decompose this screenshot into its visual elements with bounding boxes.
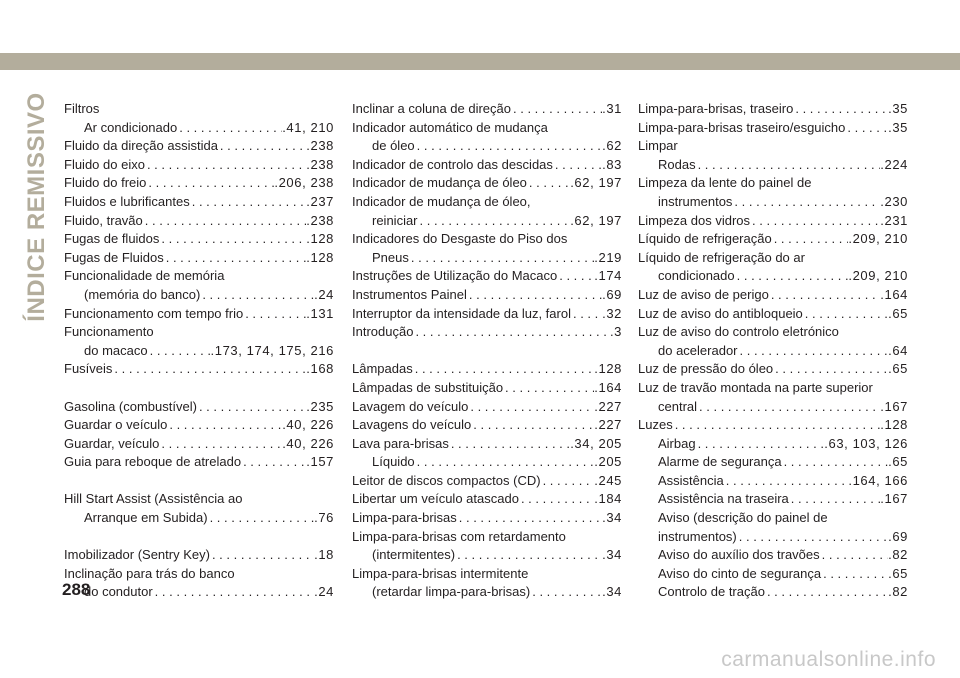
entry-spacer bbox=[352, 342, 622, 361]
entry-page-ref[interactable]: .230 bbox=[880, 193, 908, 209]
dot-leader bbox=[541, 472, 595, 491]
index-entry bbox=[352, 100, 622, 119]
dot-leader bbox=[735, 267, 849, 286]
index-entry bbox=[64, 100, 334, 119]
entry-term: Aviso (descrição do painel de bbox=[658, 510, 828, 526]
index-entry bbox=[352, 156, 622, 175]
entry-term: reiniciar bbox=[372, 212, 418, 228]
dot-leader bbox=[167, 416, 282, 435]
entry-page-ref[interactable]: .224 bbox=[880, 156, 908, 172]
entry-page-ref[interactable]: .63, 103, 126 bbox=[824, 435, 908, 451]
dot-leader bbox=[697, 398, 880, 417]
entry-term: Fluido do freio bbox=[64, 175, 147, 191]
index-entry bbox=[638, 360, 908, 379]
entry-page-ref[interactable]: .168 bbox=[306, 361, 334, 377]
entry-term: Fluido, travão bbox=[64, 212, 143, 228]
index-entry bbox=[64, 416, 334, 435]
entry-page-ref[interactable]: .34 bbox=[602, 584, 622, 600]
dot-leader bbox=[673, 416, 881, 435]
index-entry bbox=[64, 435, 334, 454]
entry-term: Limpeza dos vidros bbox=[638, 212, 750, 228]
entry-page-ref[interactable]: .164 bbox=[594, 379, 622, 395]
entry-page-ref[interactable]: .231 bbox=[880, 212, 908, 228]
entry-page-ref[interactable]: .62, 197 bbox=[570, 212, 622, 228]
dot-leader bbox=[218, 137, 306, 156]
dot-leader bbox=[449, 435, 570, 454]
entry-term: Luz de aviso de perigo bbox=[638, 286, 769, 302]
entry-term: Indicador de mudança de óleo, bbox=[352, 193, 531, 209]
entry-spacer bbox=[64, 528, 334, 547]
entry-term: Indicador automático de mudança bbox=[352, 119, 548, 135]
dot-leader bbox=[190, 193, 307, 212]
index-entry bbox=[64, 305, 334, 324]
entry-term: Interruptor da intensidade da luz, farol bbox=[352, 305, 571, 321]
entry-page-ref[interactable]: .164 bbox=[880, 286, 908, 302]
section-tab bbox=[23, 92, 50, 322]
entry-term: central bbox=[658, 398, 698, 414]
entry-page-ref[interactable]: .237 bbox=[306, 193, 334, 209]
entry-page-ref[interactable]: .131 bbox=[306, 305, 334, 321]
index-entry bbox=[64, 583, 334, 602]
entry-term: Limpar bbox=[638, 138, 678, 154]
index-entry bbox=[638, 174, 908, 193]
entry-page-ref[interactable]: .238 bbox=[306, 156, 334, 172]
index-entry bbox=[64, 119, 334, 138]
index-entry bbox=[638, 565, 908, 584]
entry-page-ref[interactable]: .62 bbox=[602, 138, 622, 154]
entry-term: Líquido de refrigeração bbox=[638, 231, 772, 247]
entry-term: Alarme de segurança bbox=[658, 454, 782, 470]
index-entry bbox=[638, 509, 908, 528]
dot-leader bbox=[773, 360, 888, 379]
entry-page-ref[interactable]: .69 bbox=[888, 528, 908, 544]
entry-term: Líquido bbox=[372, 454, 415, 470]
entry-page-ref[interactable]: .227 bbox=[594, 417, 622, 433]
dot-leader bbox=[208, 509, 315, 528]
index-entry bbox=[352, 286, 622, 305]
entry-page-ref[interactable]: .24 bbox=[314, 286, 334, 302]
dot-leader bbox=[467, 286, 602, 305]
entry-term: Leitor de discos compactos (CD) bbox=[352, 472, 541, 488]
entry-term: Luzes bbox=[638, 417, 673, 433]
entry-page-ref[interactable]: .173, 174, 175, 216 bbox=[210, 342, 334, 358]
index-entry bbox=[64, 193, 334, 212]
entry-term: Aviso do cinto de segurança bbox=[658, 565, 822, 581]
page-number: 288 bbox=[62, 580, 91, 599]
dot-leader bbox=[159, 435, 282, 454]
index-entry bbox=[352, 174, 622, 193]
entry-term: Limpa-para-brisas, traseiro bbox=[638, 101, 794, 116]
entry-spacer bbox=[64, 472, 334, 491]
index-entry bbox=[352, 379, 622, 398]
entry-term: Arranque em Subida) bbox=[84, 510, 208, 526]
entry-term: Gasolina (combustível) bbox=[64, 398, 197, 414]
entry-page-ref[interactable]: .235 bbox=[306, 398, 334, 414]
entry-term: Limpeza da lente do painel de bbox=[638, 175, 812, 191]
entry-term: do condutor bbox=[84, 584, 153, 600]
entry-term: Libertar um veículo atascado bbox=[352, 491, 519, 507]
entry-term: Indicador de mudança de óleo bbox=[352, 175, 527, 191]
entry-page-ref[interactable]: .82 bbox=[888, 547, 908, 563]
entry-term: Lâmpadas de substituição bbox=[352, 379, 504, 395]
index-entry bbox=[352, 490, 622, 509]
dot-leader bbox=[241, 453, 306, 472]
entry-page-ref[interactable]: .65 bbox=[888, 454, 908, 470]
entry-term: Luz de aviso do controlo eletrónico bbox=[638, 324, 839, 340]
entry-page-ref[interactable]: .209, 210 bbox=[848, 231, 908, 247]
dot-leader bbox=[164, 249, 307, 268]
index-entry bbox=[352, 528, 622, 547]
entry-term: do macaco bbox=[84, 342, 148, 358]
entry-term: Limpa-para-brisas intermitente bbox=[352, 565, 529, 581]
dot-leader bbox=[820, 546, 888, 565]
entry-page-ref[interactable]: .83 bbox=[602, 156, 622, 172]
index-entry bbox=[64, 156, 334, 175]
index-entry bbox=[64, 137, 334, 156]
entry-page-ref[interactable]: .64 bbox=[888, 342, 908, 358]
dot-leader bbox=[243, 305, 306, 324]
entry-page-ref[interactable]: .34, 205 bbox=[570, 435, 622, 451]
index-entry bbox=[352, 193, 622, 212]
dot-leader bbox=[789, 490, 881, 509]
entry-term: de óleo bbox=[372, 138, 415, 154]
entry-page-ref[interactable]: .34 bbox=[602, 547, 622, 563]
entry-page-ref[interactable]: .32 bbox=[602, 305, 622, 321]
index-entry bbox=[638, 212, 908, 231]
entry-term: (retardar limpa-para-brisas) bbox=[372, 584, 531, 600]
dot-leader bbox=[145, 156, 306, 175]
dot-leader bbox=[197, 398, 306, 417]
index-entry bbox=[64, 323, 334, 342]
dot-leader bbox=[772, 230, 849, 249]
entry-term: Luz de travão montada na parte superior bbox=[638, 379, 873, 395]
index-entry bbox=[638, 137, 908, 156]
dot-leader bbox=[146, 174, 274, 193]
entry-term: do acelerador bbox=[658, 342, 738, 358]
dot-leader bbox=[782, 453, 889, 472]
dot-leader bbox=[503, 379, 594, 398]
index-entry bbox=[352, 546, 622, 565]
dot-leader bbox=[511, 100, 602, 119]
entry-term: Lavagens do veículo bbox=[352, 417, 472, 433]
index-column-1 bbox=[64, 100, 334, 602]
index-entry bbox=[64, 174, 334, 193]
index-entry bbox=[638, 583, 908, 602]
entry-page-ref[interactable]: .62, 197 bbox=[570, 175, 622, 191]
index-entry bbox=[638, 230, 908, 249]
dot-leader bbox=[519, 490, 594, 509]
entry-page-ref[interactable]: .24 bbox=[314, 584, 334, 600]
index-entry bbox=[64, 230, 334, 249]
index-entry bbox=[352, 398, 622, 417]
index-entry bbox=[64, 249, 334, 268]
entry-page-ref[interactable]: .65 bbox=[888, 305, 908, 321]
entry-term: Airbag bbox=[658, 435, 696, 451]
entry-term: condicionado bbox=[658, 268, 735, 284]
entry-term: instrumentos bbox=[658, 193, 733, 209]
index-entry bbox=[638, 267, 908, 286]
dot-leader bbox=[527, 174, 570, 193]
entry-term: instrumentos) bbox=[658, 528, 737, 544]
entry-term: Rodas bbox=[658, 156, 696, 172]
index-entry bbox=[638, 305, 908, 324]
entry-page-ref[interactable]: .82 bbox=[888, 584, 908, 600]
entry-spacer bbox=[64, 379, 334, 398]
entry-term: Assistência na traseira bbox=[658, 491, 789, 507]
index-entry bbox=[352, 472, 622, 491]
entry-term: Fusíveis bbox=[64, 361, 113, 377]
index-entry bbox=[638, 156, 908, 175]
index-entry bbox=[352, 323, 622, 342]
dot-leader bbox=[177, 119, 282, 138]
entry-page-ref[interactable]: .206, 238 bbox=[274, 175, 334, 191]
entry-page-ref[interactable]: .167 bbox=[880, 398, 908, 414]
entry-term: Indicador de controlo das descidas bbox=[352, 156, 553, 172]
entry-term: Luz de pressão do óleo bbox=[638, 361, 774, 377]
entry-term: Pneus bbox=[372, 249, 409, 265]
entry-term: Guardar, veículo bbox=[64, 435, 160, 451]
dot-leader bbox=[737, 528, 888, 547]
index-entry bbox=[638, 100, 908, 119]
entry-page-ref[interactable]: .184 bbox=[594, 491, 622, 507]
dot-leader bbox=[732, 193, 880, 212]
entry-term: Instruções de Utilização do Macaco bbox=[352, 268, 558, 284]
dot-leader bbox=[765, 583, 888, 602]
dot-leader bbox=[769, 286, 880, 305]
dot-leader bbox=[409, 249, 594, 268]
entry-page-ref[interactable]: .69 bbox=[602, 286, 622, 302]
entry-page-ref[interactable]: .40, 226 bbox=[282, 417, 334, 433]
entry-term: Instrumentos Painel bbox=[352, 286, 467, 302]
index-entry bbox=[64, 565, 334, 584]
entry-term: Lava para-brisas bbox=[352, 435, 449, 451]
entry-term: Fugas de Fluidos bbox=[64, 249, 164, 265]
entry-term: Aviso do auxílio dos travões bbox=[658, 547, 820, 563]
index-entry bbox=[64, 360, 334, 379]
dot-leader bbox=[468, 398, 594, 417]
entry-term: Inclinação para trás do banco bbox=[64, 565, 235, 581]
entry-page-ref[interactable]: .227 bbox=[594, 398, 622, 414]
entry-term: Funcionamento com tempo frio bbox=[64, 305, 244, 321]
entry-page-ref[interactable]: .76 bbox=[314, 510, 334, 526]
dot-leader bbox=[415, 453, 595, 472]
entry-page-ref[interactable]: .40, 226 bbox=[282, 435, 334, 451]
entry-page-ref[interactable]: .164, 166 bbox=[848, 472, 908, 488]
index-entry bbox=[352, 305, 622, 324]
entry-page-ref[interactable]: .219 bbox=[594, 249, 622, 265]
index-entry bbox=[638, 490, 908, 509]
entry-page-ref[interactable]: .128 bbox=[306, 249, 334, 265]
dot-leader bbox=[845, 119, 888, 138]
entry-page-ref[interactable]: .209, 210 bbox=[848, 268, 908, 284]
index-entry bbox=[64, 453, 334, 472]
index-entry bbox=[638, 286, 908, 305]
index-entry bbox=[352, 435, 622, 454]
entry-term: Limpa-para-brisas traseiro/esguicho bbox=[638, 119, 846, 135]
entry-term: Imobilizador (Sentry Key) bbox=[64, 547, 210, 563]
entry-term: Fluidos e lubrificantes bbox=[64, 193, 190, 209]
index-entry bbox=[352, 137, 622, 156]
entry-term: Fluido do eixo bbox=[64, 156, 145, 172]
entry-page-ref[interactable]: .238 bbox=[306, 138, 334, 154]
entry-page-ref[interactable]: .3 bbox=[609, 324, 622, 340]
index-entry bbox=[638, 119, 908, 138]
entry-term: Assistência bbox=[658, 472, 724, 488]
entry-term: Guia para reboque de atrelado bbox=[64, 454, 242, 470]
dot-leader bbox=[143, 212, 307, 231]
index-entry bbox=[352, 212, 622, 231]
entry-page-ref[interactable]: .128 bbox=[594, 361, 622, 377]
dot-leader bbox=[455, 546, 602, 565]
entry-page-ref[interactable]: .41, 210 bbox=[282, 119, 334, 135]
entry-term: Indicadores do Desgaste do Piso dos bbox=[352, 231, 568, 247]
dot-leader bbox=[418, 212, 571, 231]
dot-leader bbox=[821, 565, 888, 584]
entry-term: Lavagem do veículo bbox=[352, 398, 469, 414]
index-entry bbox=[64, 398, 334, 417]
entry-page-ref[interactable]: .157 bbox=[306, 454, 334, 470]
index-entry bbox=[638, 379, 908, 398]
index-entry bbox=[352, 583, 622, 602]
entry-page-ref[interactable]: .167 bbox=[880, 491, 908, 507]
dot-leader bbox=[803, 305, 888, 324]
entry-term: Limpa-para-brisas com retardamento bbox=[352, 528, 566, 544]
index-entry bbox=[64, 509, 334, 528]
entry-term: Funcionalidade de memória bbox=[64, 268, 225, 284]
index-entry bbox=[638, 546, 908, 565]
index-entry bbox=[638, 453, 908, 472]
entry-page-ref[interactable]: .205 bbox=[594, 454, 622, 470]
entry-term: Lâmpadas bbox=[352, 361, 413, 377]
index-entry bbox=[638, 249, 908, 268]
index-entry bbox=[352, 119, 622, 138]
entry-term: Limpa-para-brisas bbox=[352, 510, 457, 526]
dot-leader bbox=[696, 435, 825, 454]
dot-leader bbox=[571, 305, 602, 324]
entry-term: Funcionamento bbox=[64, 324, 154, 340]
dot-leader bbox=[738, 342, 889, 361]
index-column-3 bbox=[638, 100, 908, 602]
dot-leader bbox=[413, 323, 610, 342]
dot-leader bbox=[530, 583, 602, 602]
entry-term: (intermitentes) bbox=[372, 547, 456, 563]
dot-leader bbox=[210, 546, 314, 565]
entry-page-ref[interactable]: .31 bbox=[602, 101, 622, 116]
dot-leader bbox=[200, 286, 314, 305]
dot-leader bbox=[112, 360, 306, 379]
entry-term: Filtros bbox=[64, 101, 100, 116]
entry-term: Fugas de fluidos bbox=[64, 231, 160, 247]
index-entry bbox=[352, 453, 622, 472]
index-entry bbox=[638, 398, 908, 417]
entry-term: Líquido de refrigeração do ar bbox=[638, 249, 805, 265]
entry-term: Luz de aviso do antibloqueio bbox=[638, 305, 803, 321]
index-entry bbox=[64, 546, 334, 565]
index-entry bbox=[638, 416, 908, 435]
dot-leader bbox=[724, 472, 849, 491]
entry-page-ref[interactable]: .35 bbox=[888, 101, 908, 116]
entry-term: (memória do banco) bbox=[84, 286, 201, 302]
dot-leader bbox=[457, 509, 602, 528]
dot-leader bbox=[471, 416, 594, 435]
index-entry bbox=[64, 490, 334, 509]
entry-page-ref[interactable]: .245 bbox=[594, 472, 622, 488]
index-entry bbox=[64, 342, 334, 361]
index-entry bbox=[352, 249, 622, 268]
index-entry bbox=[638, 323, 908, 342]
index-entry bbox=[638, 435, 908, 454]
entry-term: Inclinar a coluna de direção bbox=[352, 101, 511, 116]
index-entry bbox=[64, 267, 334, 286]
entry-term: Guardar o veículo bbox=[64, 417, 168, 433]
entry-page-ref[interactable]: .128 bbox=[880, 417, 908, 433]
dot-leader bbox=[557, 267, 594, 286]
dot-leader bbox=[553, 156, 602, 175]
header-accent-bar bbox=[0, 53, 960, 70]
entry-term: Ar condicionado bbox=[84, 119, 178, 135]
index-entry bbox=[352, 267, 622, 286]
entry-page-ref[interactable]: .18 bbox=[314, 547, 334, 563]
dot-leader bbox=[415, 137, 602, 156]
dot-leader bbox=[793, 100, 888, 119]
entry-term: Fluido da direção assistida bbox=[64, 138, 218, 154]
index-entry bbox=[638, 193, 908, 212]
index-entry bbox=[64, 212, 334, 231]
index-entry bbox=[352, 509, 622, 528]
index-column-2 bbox=[352, 100, 622, 602]
index-entry bbox=[64, 286, 334, 305]
index-entry bbox=[638, 342, 908, 361]
index-entry bbox=[352, 416, 622, 435]
entry-page-ref[interactable]: .35 bbox=[888, 119, 908, 135]
index-entry bbox=[638, 472, 908, 491]
entry-term: Controlo de tração bbox=[658, 584, 765, 600]
dot-leader bbox=[153, 583, 314, 602]
entry-term: Hill Start Assist (Assistência ao bbox=[64, 491, 243, 507]
entry-page-ref[interactable]: .128 bbox=[306, 231, 334, 247]
entry-page-ref[interactable]: .34 bbox=[602, 510, 622, 526]
section-tab-label: ÍNDICE REMISSIVO bbox=[23, 92, 50, 322]
dot-leader bbox=[696, 156, 881, 175]
dot-leader bbox=[159, 230, 306, 249]
entry-term: Introdução bbox=[352, 324, 414, 340]
dot-leader bbox=[148, 342, 211, 361]
index-entry bbox=[352, 230, 622, 249]
dot-leader bbox=[750, 212, 880, 231]
dot-leader bbox=[413, 360, 595, 379]
index-entry bbox=[352, 360, 622, 379]
entry-page-ref[interactable]: .174 bbox=[594, 268, 622, 284]
index-entry bbox=[352, 565, 622, 584]
entry-page-ref[interactable]: .65 bbox=[888, 565, 908, 581]
watermark: carmanualsonline.info bbox=[721, 648, 936, 671]
index-entry bbox=[638, 528, 908, 547]
entry-page-ref[interactable]: .238 bbox=[306, 212, 334, 228]
entry-page-ref[interactable]: .65 bbox=[888, 361, 908, 377]
